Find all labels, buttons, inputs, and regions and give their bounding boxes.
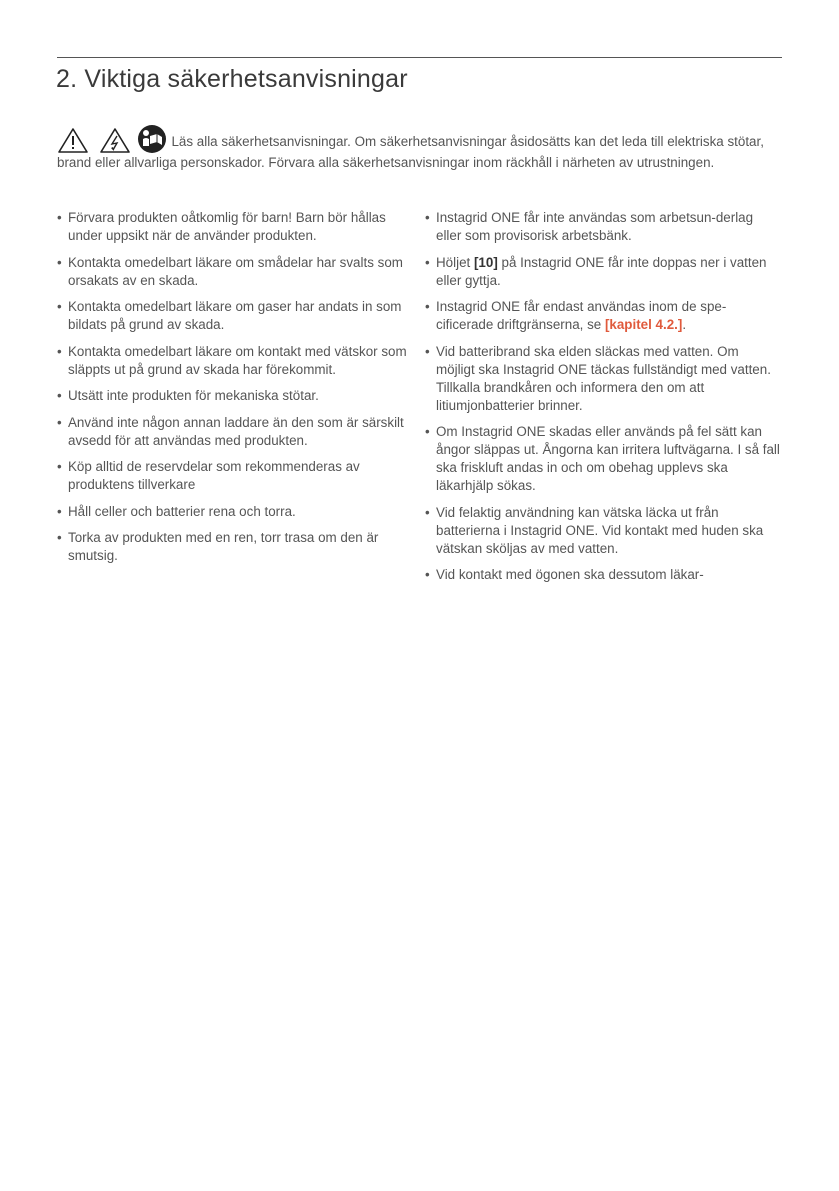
intro-paragraph (57, 124, 777, 172)
chapter-link[interactable]: [kapitel 4.2.] (604, 317, 683, 332)
list-item: • Vid felaktig användning kan vätska läcka ut från batterierna i Instagrid ONE. Vid kontakt med huden ska vätskan sköljas av med vatten. (425, 504, 764, 556)
warning-triangle-icon (57, 127, 89, 154)
list-item: • Höljet [10] på Instagrid ONE får inte doppas ner i vatten eller gyttja. (425, 254, 767, 288)
list-item: • Använd inte någon annan laddare än den som är särskilt avsedd för att användas med produkten. (57, 414, 404, 448)
safety-icons (57, 124, 167, 154)
section-title: 2. Viktiga säkerhetsanvisningar (56, 65, 408, 93)
list-item: • Instagrid ONE får endast användas inom de spe-cificerade driftgränserna, se [kapitel 4.2.]. (425, 299, 727, 332)
list-item: • Kontakta omedelbart läkare om smådelar har svalts som orsakats av en skada. (57, 254, 403, 288)
list-item: • Om Instagrid ONE skadas eller används på fel sätt kan ångor släppas ut. Ångorna kan irritera luftvägarna. I så fall ska friskluft andas in och om obehag upplevs ska läkarhjälp sökas. (425, 424, 780, 493)
list-item: • Torka av produkten med en ren, torr trasa om den är smutsig. (57, 530, 379, 563)
list-item: • Håll celler och batterier rena och torra. (57, 503, 296, 519)
left-bullet-list (57, 209, 412, 574)
component-reference: [10] (473, 254, 498, 270)
intro-text: Läs alla säkerhetsanvisningar. Om säkerhetsanvisningar åsidosätts kan det leda till elektriska stötar, brand eller allvarliga personskador. Förvara alla säkerhetsanvisningar inom räckhåll i närheten av utrustningen. (57, 134, 764, 170)
electrical-hazard-icon (99, 127, 131, 154)
list-item: • Vid kontakt med ögonen ska dessutom läkar- (425, 567, 704, 582)
header-rule (57, 57, 782, 58)
right-bullet-list (425, 209, 780, 593)
list-item: • Utsätt inte produkten för mekaniska stötar. (57, 388, 319, 403)
list-item: • Kontakta omedelbart läkare om kontakt med vätskor som släppts ut på grund av skada har förekommit. (57, 343, 407, 377)
list-item: • Köp alltid de reservdelar som rekommenderas av produktens tillverkare (57, 459, 360, 492)
read-manual-icon (137, 124, 167, 154)
list-item: • Förvara produkten oåtkomlig för barn! Barn bör hållas under uppsikt när de använder produkten. (57, 210, 386, 243)
list-item: • Kontakta omedelbart läkare om gaser har andats in som bildats på grund av skada. (57, 299, 402, 332)
list-item: • Instagrid ONE får inte användas som arbetsun-derlag eller som provisorisk arbetsbänk. (425, 210, 754, 243)
list-item: • Vid batteribrand ska elden släckas med vatten. Om möjligt ska Instagrid ONE täckas fullständigt med vatten. Tillkalla brandkåren och informera den om att litiumjonbatterier brinner. (425, 343, 771, 413)
